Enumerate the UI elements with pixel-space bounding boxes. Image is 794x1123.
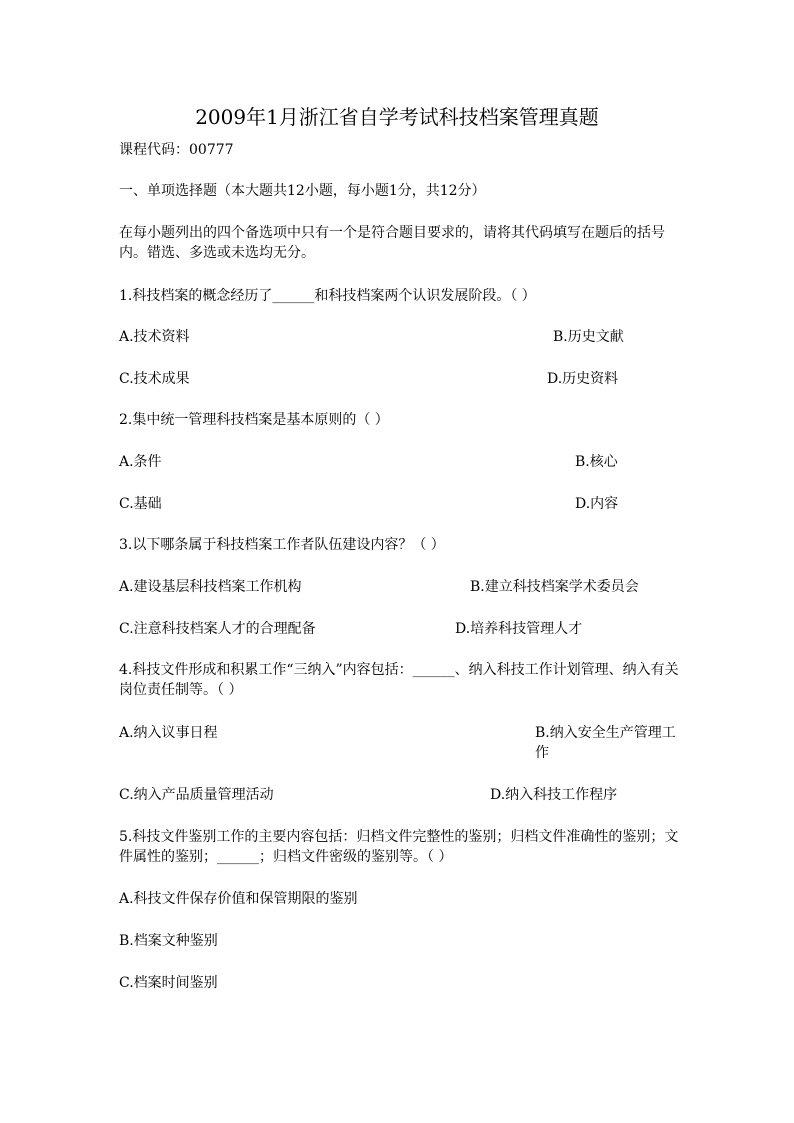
option-c: C.注意科技档案人才的合理配备: [119, 621, 316, 637]
question-stem: 4.科技文件形成和积累工作“三纳入”内容包括：______、纳入科技工作计划管理、纳入有关岗位责任制等。（ ）: [119, 662, 679, 698]
option-a: A.技术资料: [119, 329, 190, 345]
option-c: C.纳入产品质量管理活动: [119, 787, 274, 803]
section-heading: 一、单项选择题（本大题共12小题，每小题1分，共12分）: [119, 183, 486, 199]
option-d: D.培养科技管理人才: [455, 621, 583, 637]
option-b: B.历史文献: [553, 329, 624, 345]
instructions: 在每小题列出的四个备选项中只有一个是符合题目要求的，请将其代码填写在题后的括号内。错选、多选或未选均无分。: [119, 225, 665, 261]
option-a: A.纳入议事日程: [119, 725, 218, 741]
option-b: B.纳入安全生产管理工作: [535, 725, 676, 761]
page-title: 2009年1月浙江省自学考试科技档案管理真题: [195, 105, 599, 129]
option-a: A.条件: [119, 454, 162, 470]
course-code: 课程代码：00777: [119, 142, 234, 158]
option-b: B.核心: [575, 454, 618, 470]
question-stem: 5.科技文件鉴别工作的主要内容包括：归档文件完整性的鉴别；归档文件准确性的鉴别；文件属性的鉴别；______；归档文件密级的鉴别等。（ ）: [119, 829, 679, 865]
question-stem: 1.科技档案的概念经历了______和科技档案两个认识发展阶段。（ ）: [119, 288, 536, 304]
option-d: D.历史资料: [547, 371, 619, 387]
option-d: D.内容: [575, 496, 619, 512]
option-a: A.建设基层科技档案工作机构: [119, 579, 302, 595]
option-b: B.档案文种鉴别: [119, 933, 218, 949]
option-c: C.技术成果: [119, 371, 190, 387]
option-d: D.纳入科技工作程序: [490, 787, 618, 803]
option-c: C.档案时间鉴别: [119, 975, 218, 991]
option-b: B.建立科技档案学术委员会: [470, 579, 639, 595]
question-stem: 3.以下哪条属于科技档案工作者队伍建设内容？（ ）: [119, 537, 445, 553]
question-stem: 2.集中统一管理科技档案是基本原则的（ ）: [119, 412, 389, 428]
option-a: A.科技文件保存价值和保管期限的鉴别: [119, 891, 358, 907]
option-c: C.基础: [119, 496, 162, 512]
